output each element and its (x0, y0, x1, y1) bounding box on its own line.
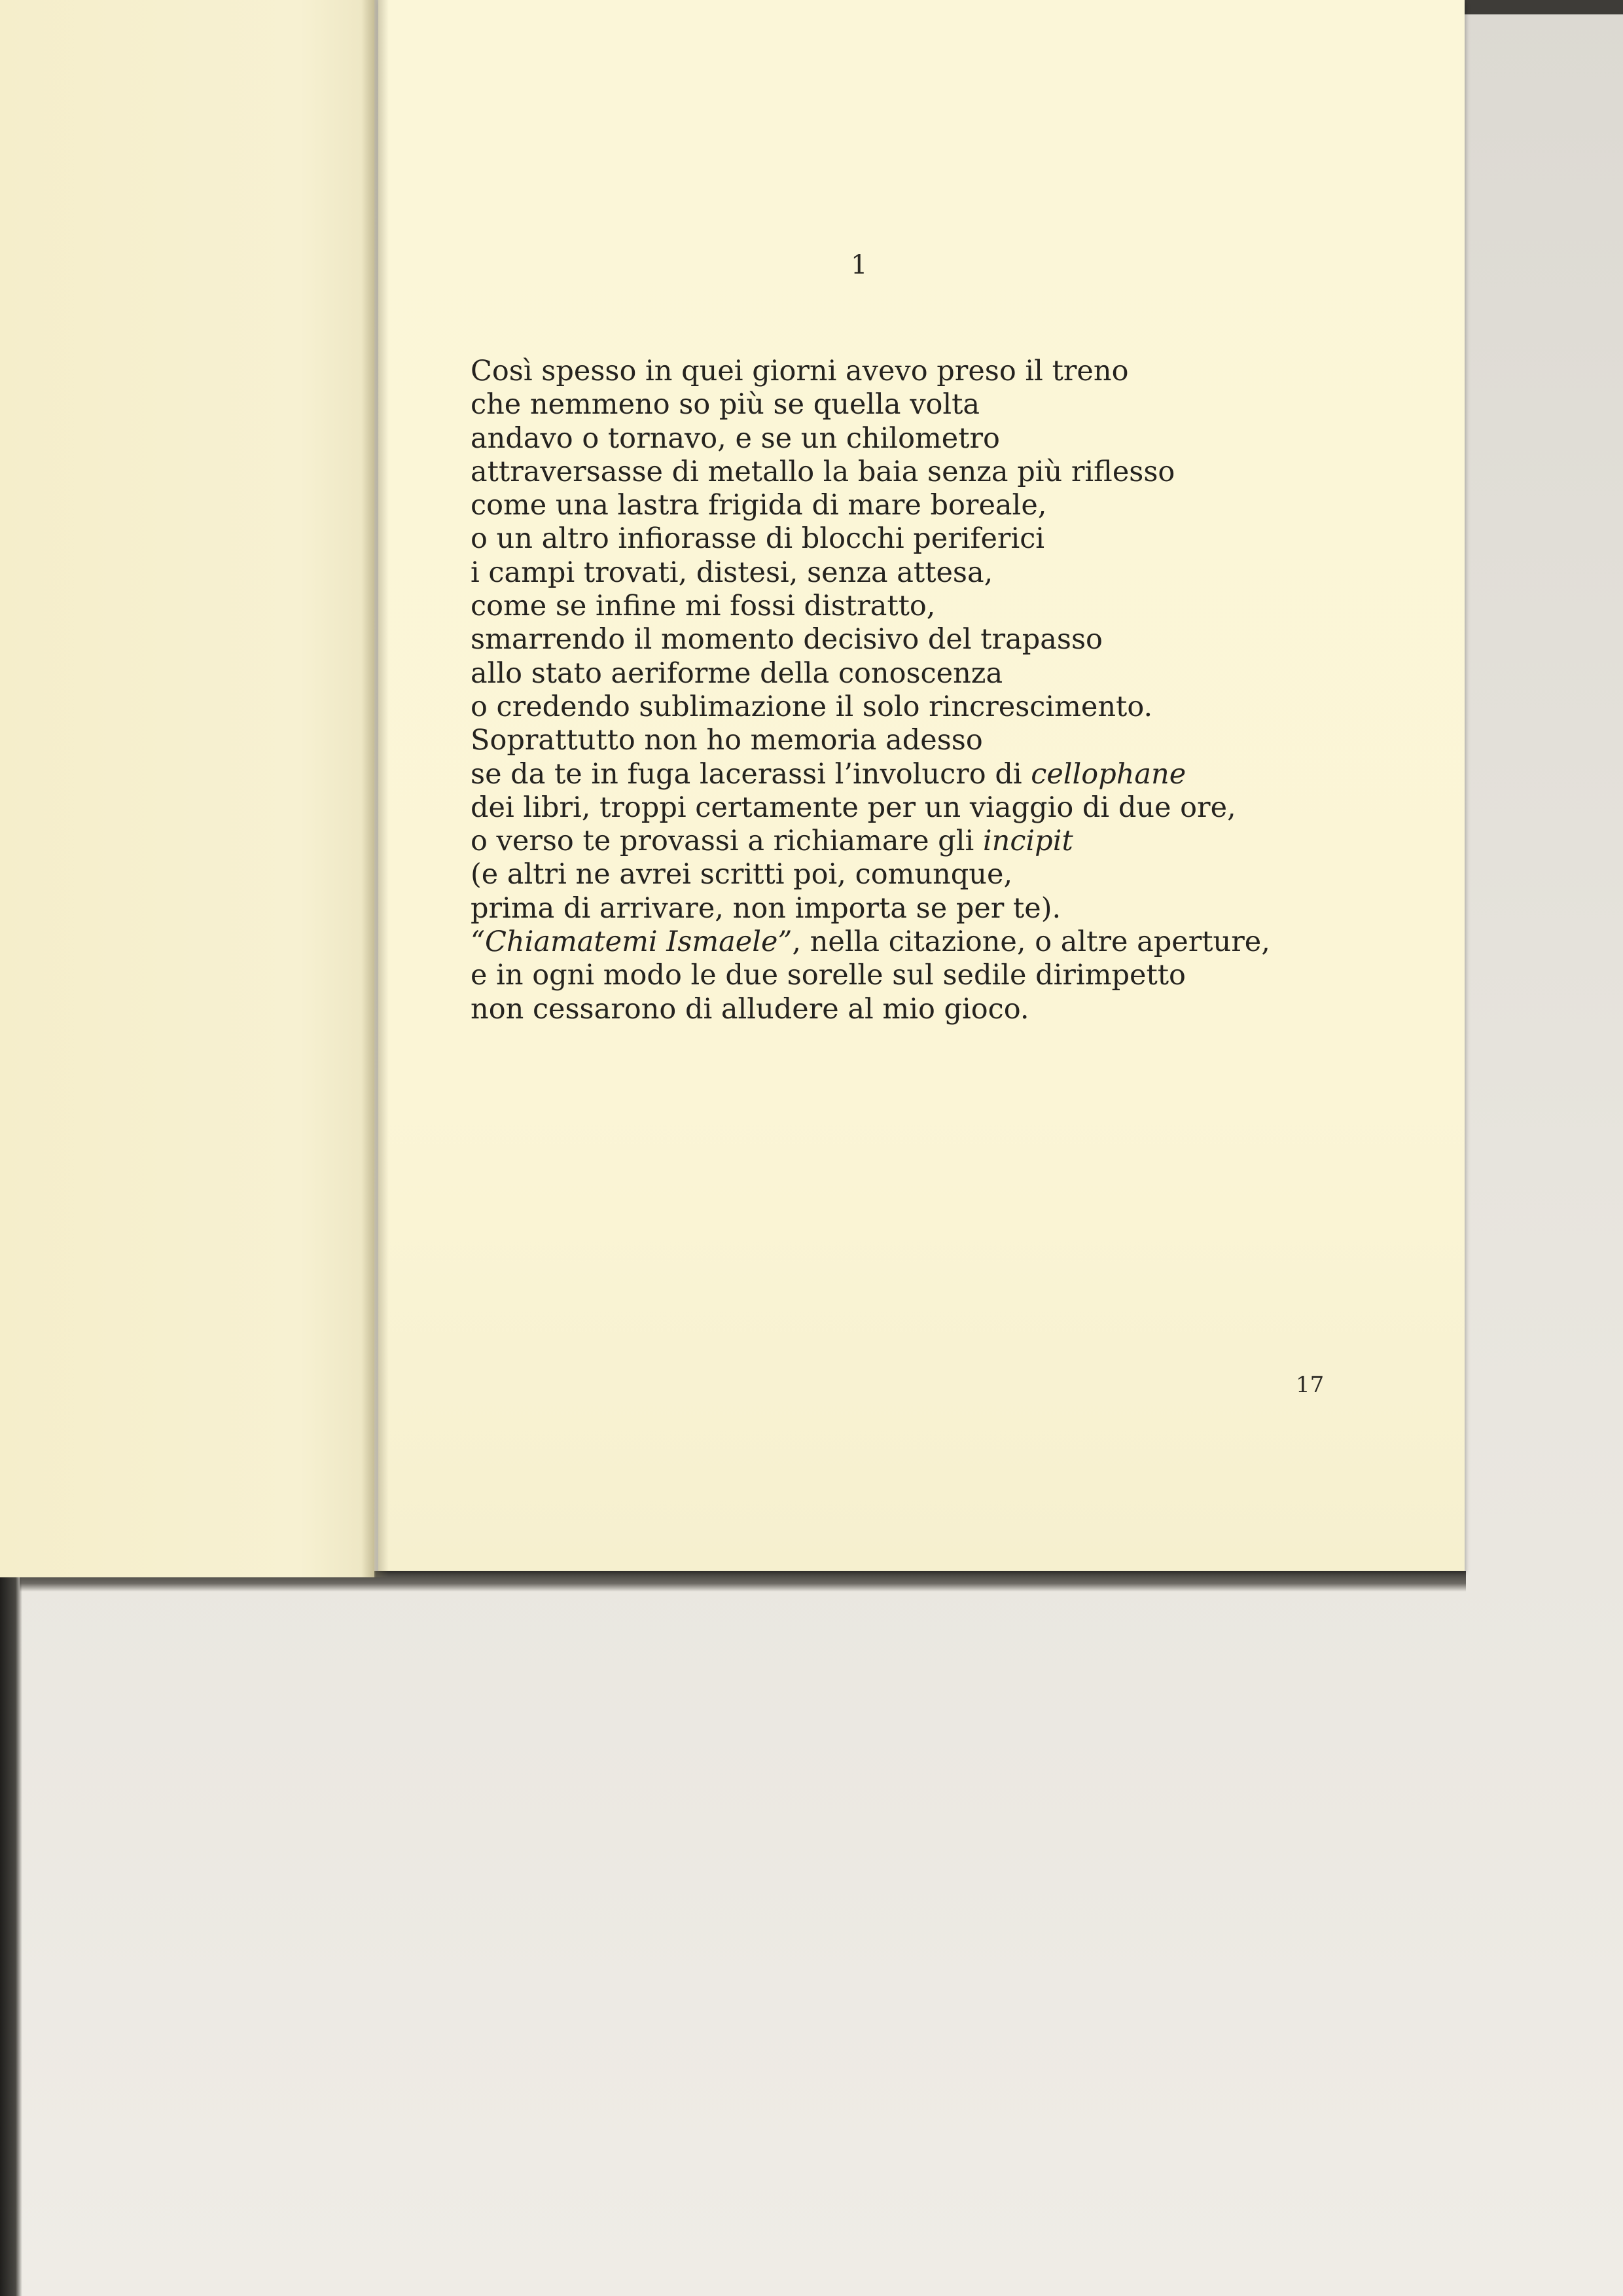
page-number: 17 (1296, 1372, 1325, 1398)
poem-line (471, 925, 1315, 959)
italic-segment: “Chiamatemi Ismaele” (471, 925, 793, 959)
text-segment: o un altro infiorasse di blocchi periferici (471, 522, 1045, 556)
italic-segment: cellophane (1031, 757, 1186, 791)
text-segment: o credendo sublimazione il solo rincrescimento. (471, 690, 1153, 723)
text-segment: allo stato aeriforme della conoscenza (471, 656, 1003, 690)
poem-text (471, 355, 1315, 1026)
book-gutter (361, 0, 389, 1577)
text-segment: Così spesso in quei giorni avevo preso il treno (471, 355, 1129, 387)
text-segment: Soprattutto non ho memoria adesso (471, 724, 983, 757)
scanner-top-edge (1459, 0, 1623, 14)
text-segment: (e altri ne avrei scritti poi, comunque, (471, 858, 1013, 891)
text-segment: che nemmeno so più se quella volta (471, 388, 980, 422)
text-segment: andavo o tornavo, e se un chilometro (471, 422, 1000, 455)
poem-line (471, 791, 1315, 825)
poem-line (471, 959, 1315, 992)
poem-line (471, 657, 1315, 691)
poem-line (471, 489, 1315, 522)
poem-line (471, 892, 1315, 925)
poem-line (471, 422, 1315, 456)
italic-segment: incipit (982, 825, 1073, 858)
text-segment: o verso te provassi a richiamare gli (471, 825, 983, 858)
poem-line (471, 623, 1315, 656)
poem-line (471, 858, 1315, 891)
poem-line (471, 825, 1315, 858)
text-segment: smarrendo il momento decisivo del trapasso (471, 623, 1103, 656)
poem-line (471, 456, 1315, 489)
poem-line (471, 556, 1315, 590)
text-segment: se da te in fuga lacerassi l’involucro di (471, 757, 1031, 791)
left-page (0, 0, 374, 1577)
text-segment: dei libri, troppi certamente per un viaggio di due ore, (471, 791, 1236, 824)
text-segment: e in ogni modo le due sorelle sul sedile dirimpetto (471, 959, 1186, 992)
poem-line (471, 590, 1315, 623)
poem-line (471, 758, 1315, 791)
poem-line (471, 388, 1315, 422)
text-segment: prima di arrivare, non importa se per te). (471, 891, 1061, 925)
poem-line (471, 522, 1315, 556)
text-segment: come una lastra frigida di mare boreale, (471, 489, 1047, 522)
book-cover-edge (0, 1571, 22, 2296)
poem-line (471, 993, 1315, 1026)
text-segment: come se infine mi fossi distratto, (471, 590, 936, 623)
poem-line (471, 724, 1315, 757)
poem-line (471, 691, 1315, 724)
text-segment: non cessarono di alludere al mio gioco. (471, 992, 1029, 1026)
poem-line (471, 355, 1315, 388)
text-segment: , nella citazione, o altre aperture, (792, 925, 1270, 959)
poem-number: 1 (851, 250, 868, 280)
text-segment: i campi trovati, distesi, senza attesa, (471, 556, 993, 589)
text-segment: attraversasse di metallo la baia senza più riflesso (471, 455, 1175, 488)
